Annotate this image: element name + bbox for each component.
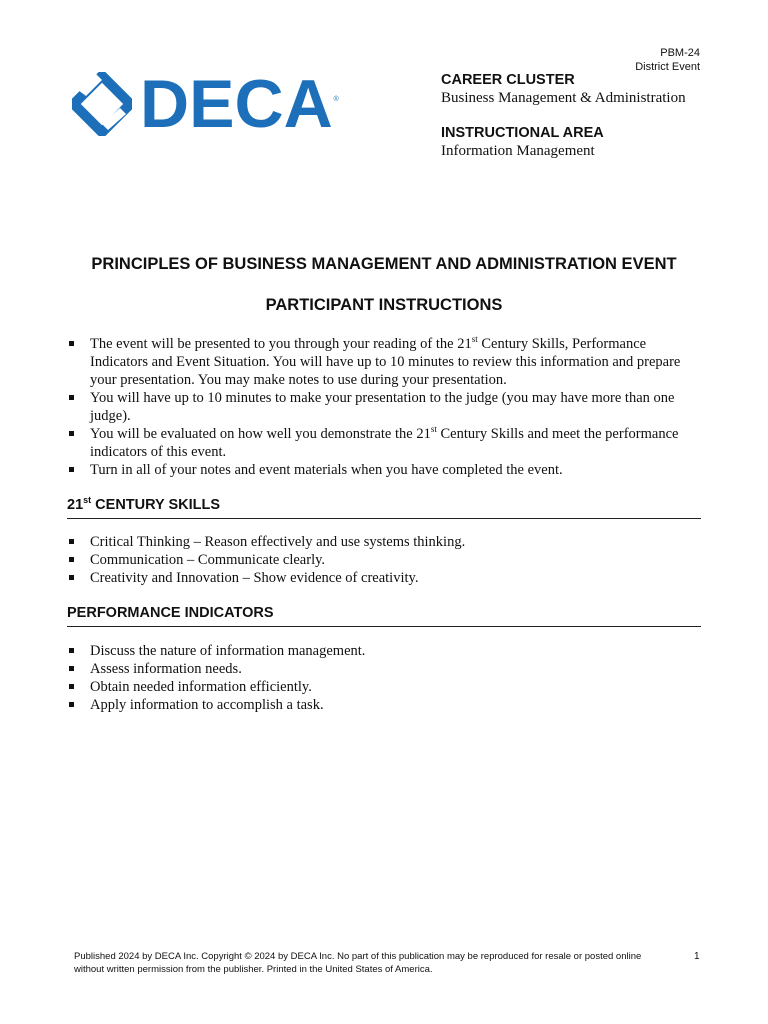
deca-logo: [72, 66, 339, 142]
career-cluster-value: Business Management & Administration: [441, 90, 686, 106]
deca-logo-wordmark: DECA ®: [140, 66, 339, 142]
bullet-icon: [69, 341, 74, 346]
performance-indicators-list: [67, 642, 707, 714]
career-cluster-label: CAREER CLUSTER: [441, 72, 575, 88]
event-code-block: [635, 46, 700, 74]
century-skills-list: [67, 533, 707, 587]
list-item: Discuss the nature of information management.: [67, 642, 707, 660]
event-meta: [441, 72, 686, 161]
instructions-list: [67, 335, 707, 479]
bullet-icon: [69, 557, 74, 562]
list-item: Critical Thinking – Reason effectively and use systems thinking.: [67, 533, 707, 551]
instructional-area-block: [441, 125, 686, 161]
event-type: District Event: [635, 61, 700, 73]
list-item: Obtain needed information efficiently.: [67, 678, 707, 696]
deca-diamond-icon: [72, 72, 132, 136]
bullet-icon: [69, 539, 74, 544]
list-item: You will have up to 10 minutes to make your presentation to the judge (you may have more than one judge).: [67, 389, 707, 425]
list-item: Turn in all of your notes and event materials when you have completed the event.: [67, 461, 707, 479]
bullet-icon: [69, 395, 74, 400]
bullet-icon: [69, 666, 74, 671]
copyright-footer: Published 2024 by DECA Inc. Copyright © 2024 by DECA Inc. No part of this publication may be reproduced for resale or posted online without written permission from the publisher. Printed in the United States of America.: [74, 951, 642, 975]
bullet-icon: [69, 467, 74, 472]
list-item: You will be evaluated on how well you demonstrate the 21st Century Skills and meet the performance indicators of this event.: [67, 425, 707, 461]
bullet-icon: [69, 575, 74, 580]
page-number: 1: [694, 951, 700, 962]
instructional-area-value: Information Management: [441, 143, 595, 159]
bullet-icon: [69, 431, 74, 436]
list-item: Assess information needs.: [67, 660, 707, 678]
trademark-mark: ®: [333, 96, 339, 103]
list-item: Communication – Communicate clearly.: [67, 551, 707, 569]
bullet-icon: [69, 684, 74, 689]
participant-instructions-heading: PARTICIPANT INSTRUCTIONS: [265, 296, 503, 314]
list-item: Creativity and Innovation – Show evidence of creativity.: [67, 569, 707, 587]
career-cluster-block: [441, 72, 686, 108]
event-code: PBM-24: [660, 47, 700, 59]
instructional-area-label: INSTRUCTIONAL AREA: [441, 125, 604, 141]
list-item: The event will be presented to you through your reading of the 21st Century Skills, Performance Indicators and Event Situation. You will have up to 10 minutes to review this information and prepare your presentation. You may make notes to use during your presentation.: [67, 335, 707, 389]
bullet-icon: [69, 702, 74, 707]
performance-indicators-heading: PERFORMANCE INDICATORS: [67, 604, 701, 627]
bullet-icon: [69, 648, 74, 653]
list-item: Apply information to accomplish a task.: [67, 696, 707, 714]
century-skills-heading: 21st CENTURY SKILLS: [67, 496, 701, 519]
event-title: PRINCIPLES OF BUSINESS MANAGEMENT AND ADMINISTRATION EVENT: [91, 255, 677, 273]
